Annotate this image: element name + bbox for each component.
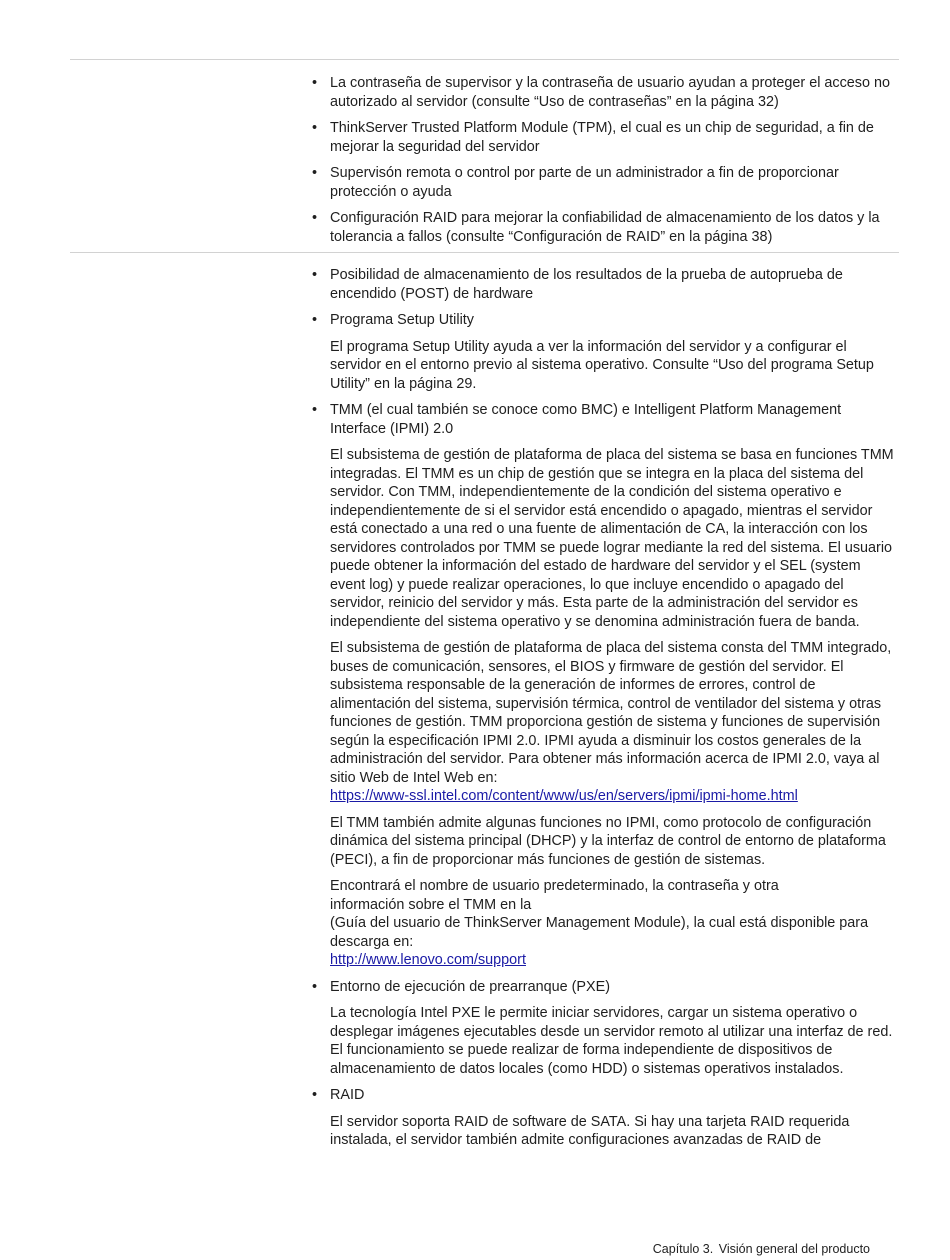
- pxe-description: La tecnología Intel PXE le permite iniciar servidores, cargar un sistema operativo o desplegar imágenes ejecutables desde un servidor remoto al utilizar una interfaz de red. El funcionamiento se puede realizar de forma independiente de dispositivos de almacenamiento de datos locales (como HDD) o sistemas operativos instalados.: [330, 1005, 893, 1077]
- tmm-paragraph-3: El TMM también admite algunas funciones no IPMI, como protocolo de configuración dinámica del sistema principal (DHCP) y la interfaz de control de entorno de plataforma (PECI), a fin de proporcionar más funciones de gestión de sistemas.: [330, 814, 886, 868]
- list-item-tmm-ipmi: • TMM (el cual también se conoce como BMC) e Intelligent Platform Management Interface (IPMI) 2.0: [312, 401, 894, 438]
- tmm-paragraph-4-line3: (Guía del usuario de ThinkServer Management Module), la cual está disponible para descarga en:: [330, 915, 869, 950]
- top-divider: [70, 59, 899, 60]
- tmm-paragraph-4-line2: información sobre el TMM en la: [330, 896, 532, 913]
- tmm-paragraph-2: [312, 639, 894, 806]
- setup-utility-description: El programa Setup Utility ayuda a ver la información del servidor y a configurar el servidor en el entorno previo al sistema operativo. Consulte “Uso del programa Setup Utility” en la página 29.: [330, 338, 874, 392]
- tmm-paragraph-4-line1: Encontrará el nombre de usuario predeterminado, la contraseña y otra: [330, 878, 779, 894]
- tmm-paragraph-2-text: El subsistema de gestión de plataforma de placa del sistema consta del TMM integrado, buses de comunicación, sensores, el BIOS y firmware de gestión del servidor. El subsistema responsable de la generación de informes de errores, control de alimentación del sistema, supervisión térmica, control de ventilador del sistema y otras funciones de gestión. TMM proporciona gestión de sistema y funciones de supervisión según la especificación IPMI 2.0. IPMI ayuda a disminuir los costos generales de la administración del servidor. Para obtener más información acerca de IPMI 2.0, vaya al sitio Web de Intel Web en:: [330, 640, 892, 786]
- tmm-paragraph-1: El subsistema de gestión de plataforma de placa del sistema se basa en funciones TMM integradas. El TMM es un chip de gestión que se integra en la placa del sistema del servidor. Con TMM, independientemente de la condición del sistema operativo e independientemente de si el servidor está encendido o apagado, mientras el servidor está conectado a una red o una fuente de alimentación de CA, la interacción con los servidores controlados por TMM se puede lograr mediante la red del sistema. El usuario puede obtener la información del estado de hardware del servidor y el SEL (system event log) y puede realizar operaciones, lo que incluye encendido o apagado del servidor, reinicio del servidor y más. Esta parte de la administración del servidor es independiente del sistema operativo y se denomina administración fuera de banda.: [330, 447, 894, 630]
- list-item-setup-utility: • Programa Setup Utility: [312, 311, 894, 330]
- lenovo-support-link[interactable]: http://www.lenovo.com/support: [330, 952, 526, 968]
- management-features-section: [312, 266, 894, 1158]
- list-item: • ThinkServer Trusted Platform Module (TPM), el cual es un chip de seguridad, a fin de mejorar la seguridad del servidor: [312, 119, 894, 156]
- footer-chapter: Capítulo 3.: [652, 1242, 714, 1256]
- raid-description: El servidor soporta RAID de software de SATA. Si hay una tarjeta RAID requerida instalada, el servidor también admite configuraciones avanzadas de RAID de: [330, 1113, 850, 1148]
- tmm-paragraph-4: [312, 877, 894, 970]
- intel-ipmi-link[interactable]: https://www-ssl.intel.com/content/www/us/en/servers/ipmi/ipmi-home.html: [330, 788, 798, 804]
- list-item-post: • Posibilidad de almacenamiento de los resultados de la prueba de autoprueba de encendido (POST) de hardware: [312, 266, 894, 303]
- list-item-pxe: • Entorno de ejecución de prearranque (PXE): [312, 978, 894, 997]
- list-item: • Supervisón remota o control por parte de un administrador a fin de proporcionar protección o ayuda: [312, 164, 894, 201]
- list-item-raid: • RAID: [312, 1086, 894, 1105]
- security-features-section: [312, 74, 894, 254]
- list-item: • La contraseña de supervisor y la contraseña de usuario ayudan a proteger el acceso no autorizado al servidor (consulte “Uso de contraseñas” en la página 32): [312, 74, 894, 111]
- footer-title: Visión general del producto: [718, 1242, 870, 1256]
- page-footer: [653, 1242, 870, 1256]
- section-divider: [70, 252, 899, 253]
- list-item: • Configuración RAID para mejorar la confiabilidad de almacenamiento de los datos y la tolerancia a fallos (consulte “Configuración de RAID” en la página 38): [312, 209, 894, 246]
